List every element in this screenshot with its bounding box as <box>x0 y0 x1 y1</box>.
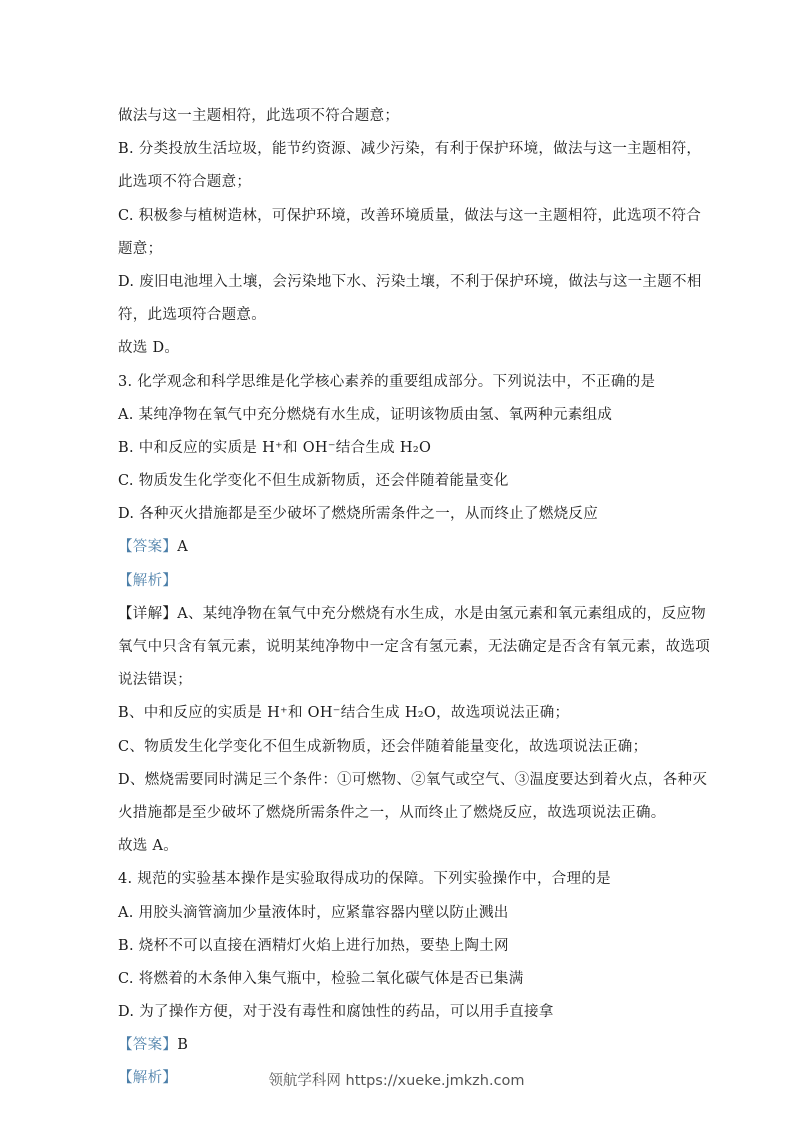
conclusion-line: 故选 D。 <box>118 340 180 357</box>
detail-label: 【详解】 <box>118 605 178 622</box>
question-3-option-b: B. 中和反应的实质是 H⁺和 OH⁻结合生成 H₂O <box>118 439 432 456</box>
answer-value: B <box>177 1037 189 1054</box>
answer-label: 【答案】 <box>118 539 178 556</box>
question-4-option-c: C. 将燃着的木条伸入集气瓶中，检验二氧化碳气体是否已集满 <box>118 970 524 987</box>
question-3-stem: 3. 化学观念和科学思维是化学核心素养的重要组成部分。下列说法中，不正确的是 <box>118 373 656 390</box>
text-line: C、物质发生化学变化不但生成新物质，还会伴随着能量变化，故选项说法正确； <box>118 738 648 755</box>
question-4-option-b: B. 烧杯不可以直接在酒精灯火焰上进行加热，要垫上陶土网 <box>118 937 509 954</box>
question-3-option-a: A. 某纯净物在氧气中充分燃烧有水生成，证明该物质由氢、氧两种元素组成 <box>118 406 613 423</box>
question-3-option-d: D. 各种灭火措施都是至少破坏了燃烧所需条件之一，从而终止了燃烧反应 <box>118 506 599 523</box>
question-4-option-a: A. 用胶头滴管滴加少量液体时，应紧靠容器内壁以防止溅出 <box>118 904 509 921</box>
analysis-label: 【解析】 <box>118 1070 178 1087</box>
detail-text: A、某纯净物在氧气中充分燃烧有水生成，水是由氢元素和氧元素组成的，反应物 <box>177 605 706 622</box>
footer-watermark: 领航学科网 https://xueke.jmkzh.com <box>268 1073 525 1089</box>
text-line: B、中和反应的实质是 H⁺和 OH⁻结合生成 H₂O，故选项说法正确； <box>118 705 570 722</box>
text-line: 此选项不符合题意； <box>118 174 252 191</box>
question-3-analysis <box>118 565 674 598</box>
text-line: 火措施都是至少破坏了燃烧所需条件之一，从而终止了燃烧反应，故选项说法正确。 <box>118 804 666 821</box>
question-4-stem: 4. 规范的实验基本操作是实验取得成功的保障。下列实验操作中，合理的是 <box>118 871 611 888</box>
question-3-option-c: C. 物质发生化学变化不但生成新物质，还会伴随着能量变化 <box>118 473 509 490</box>
conclusion-line: 故选 A。 <box>118 838 179 855</box>
document-page <box>118 100 710 1096</box>
text-line: C. 积极参与植树造林，可保护环境，改善环境质量，做法与这一主题相符，此选项不符合 <box>118 207 702 224</box>
text-line: D、燃烧需要同时满足三个条件：①可燃物、②氧气或空气、③温度要达到着火点，各种灭 <box>118 771 708 788</box>
text-line: B. 分类投放生活垃圾，能节约资源、减少污染，有利于保护环境，做法与这一主题相符， <box>118 141 702 158</box>
text-line: D. 废旧电池埋入土壤，会污染地下水、污染土壤，不利于保护环境，做法与这一主题不相 <box>118 273 702 290</box>
question-3-answer <box>118 531 674 564</box>
answer-label: 【答案】 <box>118 1037 178 1054</box>
text-line: 氧气中只含有氧元素，说明某纯净物中一定含有氢元素，无法确定是否含有氧元素，故选项 <box>118 639 710 655</box>
analysis-label: 【解析】 <box>118 572 178 589</box>
question-4-option-d: D. 为了操作方便，对于没有毒性和腐蚀性的药品，可以用手直接拿 <box>118 1004 554 1021</box>
question-3-detail <box>118 598 706 631</box>
text-line: 符，此选项符合题意。 <box>118 307 266 324</box>
text-line: 题意； <box>118 240 163 257</box>
text-line: 做法与这一主题相符，此选项不符合题意； <box>118 108 400 124</box>
question-4-answer <box>118 1029 674 1062</box>
text-line: 说法错误； <box>118 672 192 689</box>
answer-value: A <box>177 539 188 556</box>
